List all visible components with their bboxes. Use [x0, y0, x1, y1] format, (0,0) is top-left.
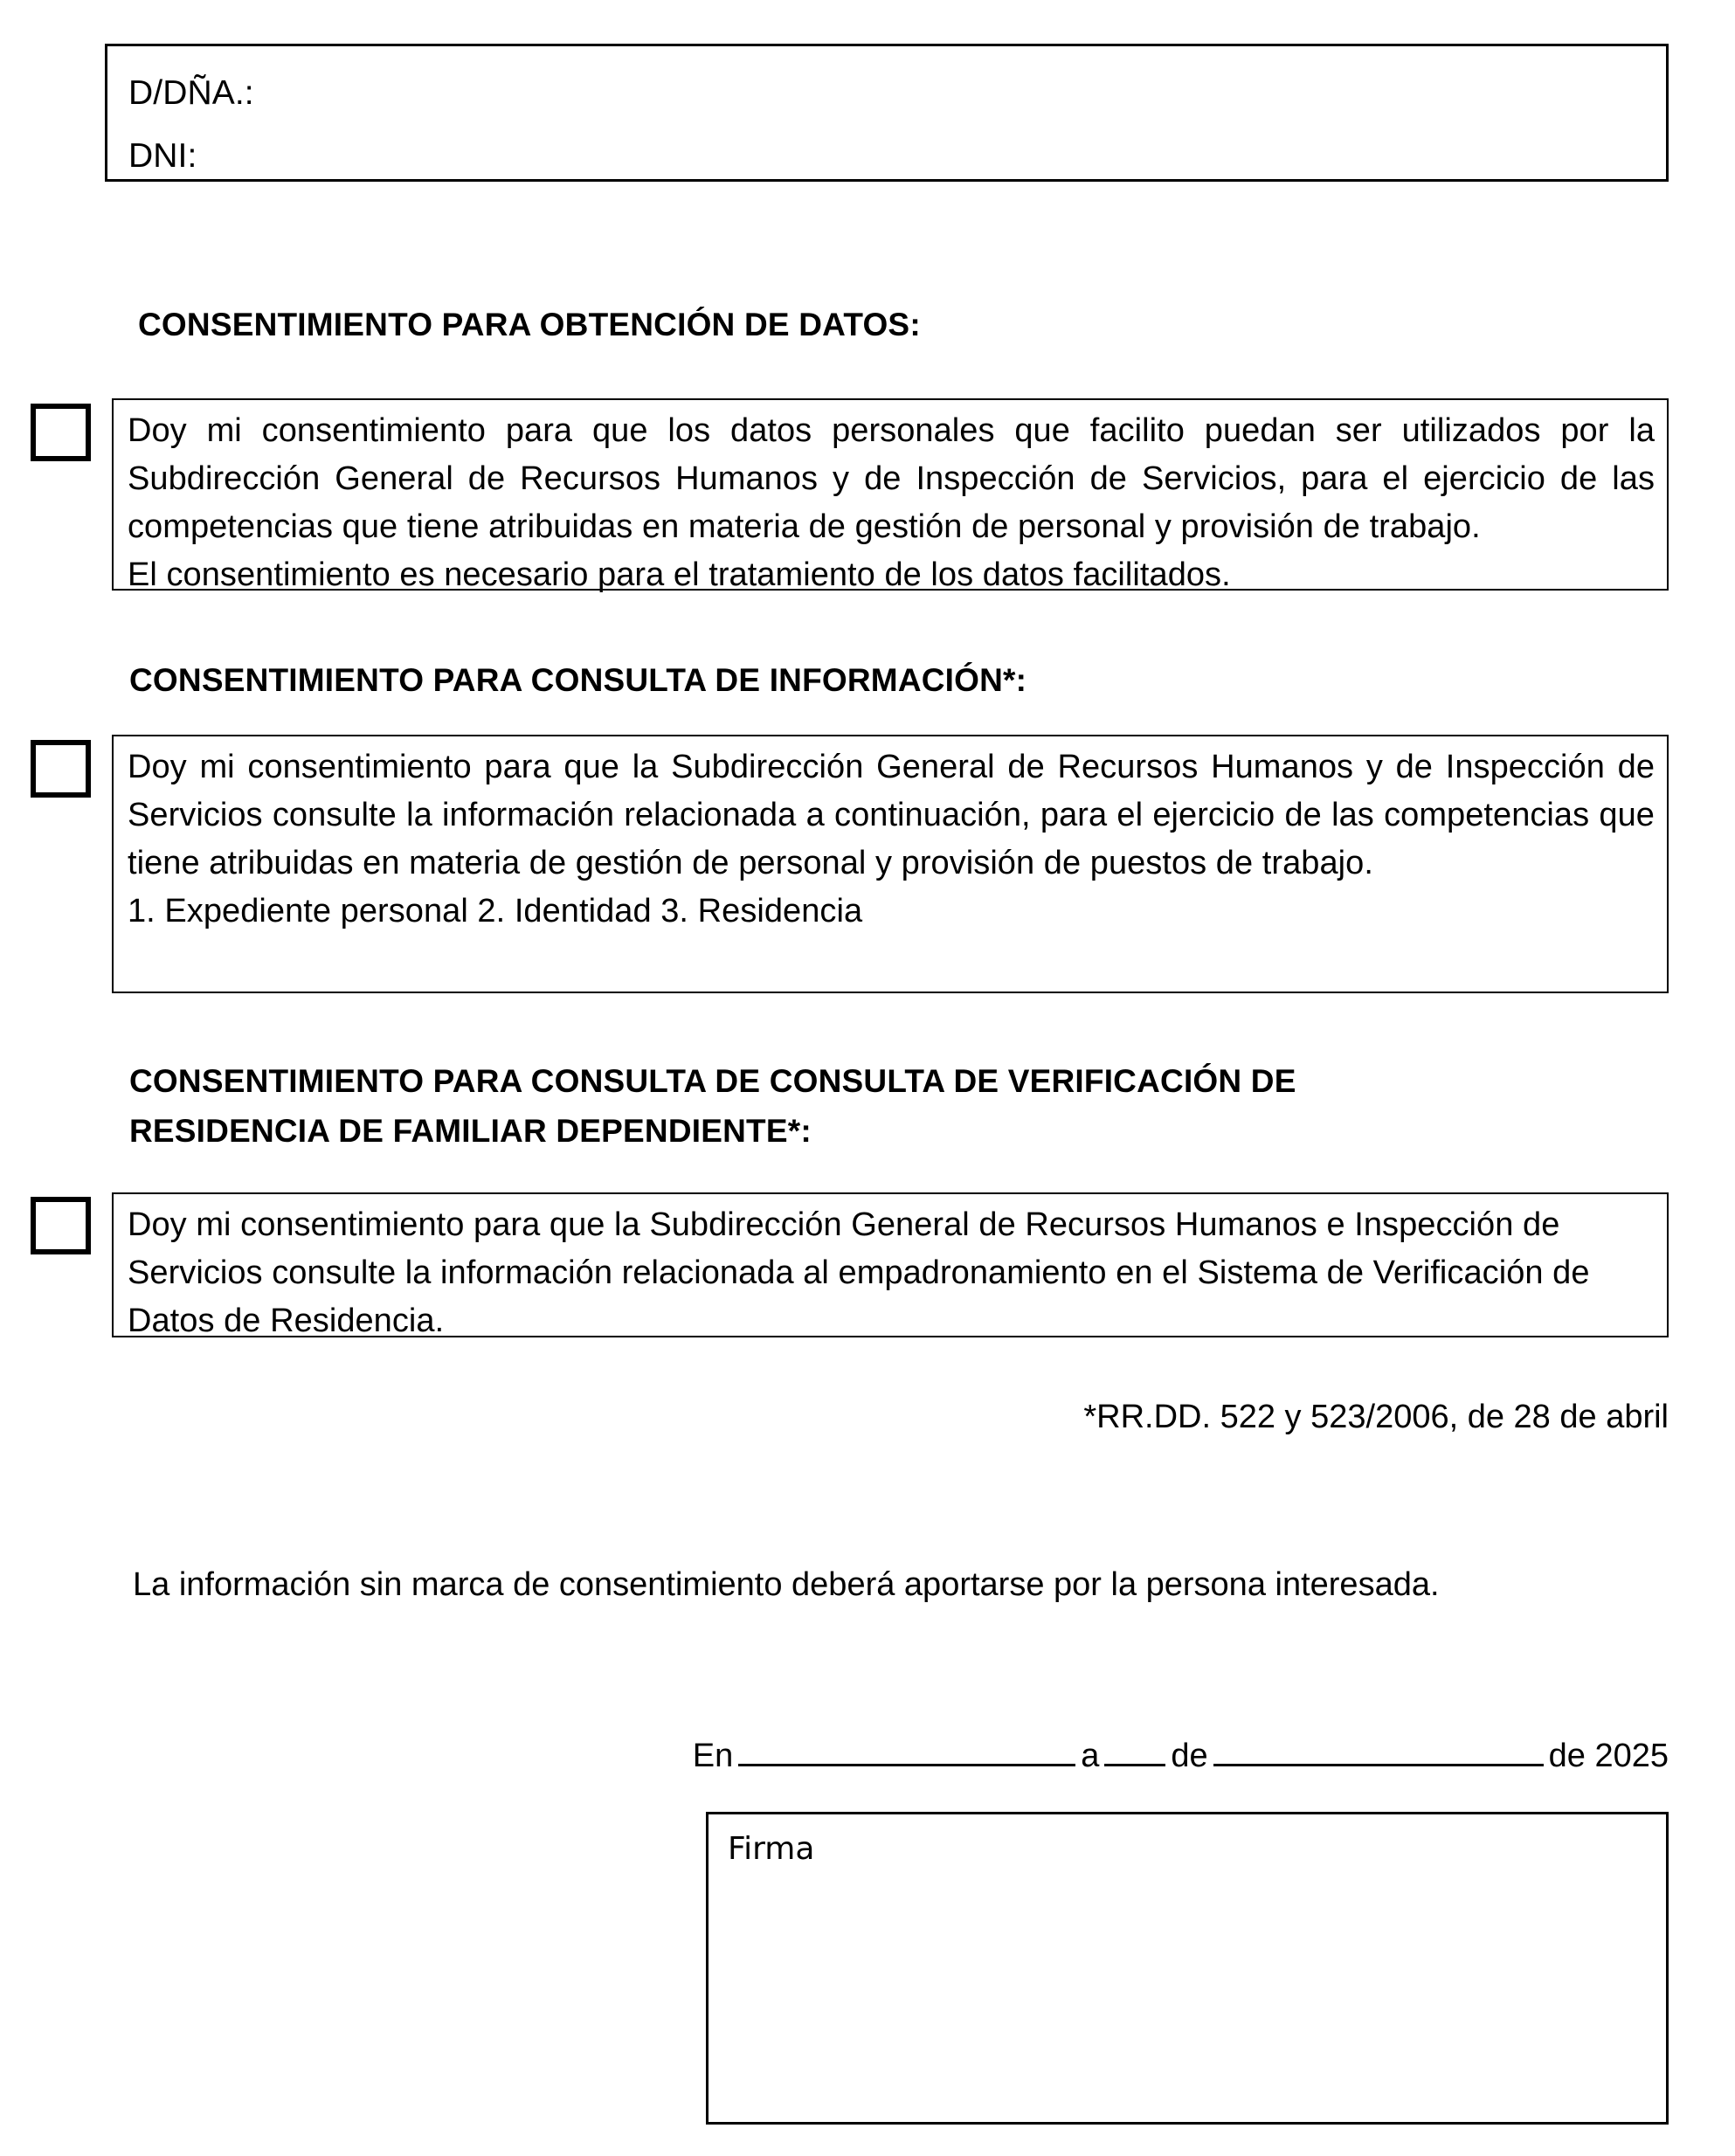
signature-label: Firma — [728, 1831, 815, 1867]
consent-body-verificacion-residencia: Doy mi consentimiento para que la Subdirección General de Recursos Humanos e Inspección de Servicios consulte la información relacionada al empadronamiento en el Sistema de Verificación de Datos de Residencia. — [128, 1206, 1590, 1339]
legal-footnote: *RR.DD. 522 y 523/2006, de 28 de abril — [1083, 1399, 1669, 1435]
day-input[interactable] — [1104, 1725, 1165, 1766]
date-de-label: de — [1171, 1738, 1208, 1774]
consent-text-box-consulta-informacion — [112, 735, 1669, 993]
consent-body-obtencion-datos: Doy mi consentimiento para que los datos personales que facilito puedan ser utilizados por la Subdirección General de Recursos Humanos y de Inspección de Servicios, para el ejercicio de las competencias que tiene atribuidas en materia de gestión de personal y provisión de trabajo. — [128, 412, 1655, 545]
section-heading-verificacion-residencia: CONSENTIMIENTO PARA CONSULTA DE CONSULTA DE VERIFICACIÓN DE RESIDENCIA DE FAMILIAR DEPENDIENTE*: — [129, 1063, 1296, 1149]
section-heading-obtencion-datos: CONSENTIMIENTO PARA OBTENCIÓN DE DATOS: — [138, 307, 921, 342]
name-field-label[interactable]: D/DÑA.: — [128, 74, 254, 112]
place-input[interactable] — [738, 1725, 1075, 1766]
consent-notice-text: La información sin marca de consentimiento deberá aportarse por la persona interesada. — [133, 1566, 1440, 1603]
consent-checkbox-obtencion-datos[interactable] — [31, 404, 91, 461]
month-input[interactable] — [1213, 1725, 1544, 1766]
date-year-label: de 2025 — [1548, 1738, 1669, 1774]
date-a-label: a — [1081, 1738, 1100, 1774]
consent-text-box-verificacion-residencia — [112, 1192, 1669, 1337]
consent-body-consulta-informacion: Doy mi consentimiento para que la Subdirección General de Recursos Humanos y de Inspección de Servicios consulte la información relacionada a continuación, para el ejercicio de las competencias que tiene atribuidas en materia de gestión de personal y provisión de puestos de trabajo. — [128, 749, 1655, 881]
consent-body-extra-obtencion-datos: El consentimiento es necesario para el tratamiento de los datos facilitados. — [128, 556, 1231, 593]
signature-box[interactable] — [706, 1812, 1669, 2125]
consent-checkbox-consulta-informacion[interactable] — [31, 740, 91, 798]
dni-field-label[interactable]: DNI: — [128, 137, 197, 175]
identity-box — [105, 44, 1669, 182]
section-heading-consulta-informacion: CONSENTIMIENTO PARA CONSULTA DE INFORMACIÓN*: — [129, 662, 1027, 698]
consent-body-extra-consulta-informacion: 1. Expediente personal 2. Identidad 3. Residencia — [128, 893, 863, 929]
date-prefix-label: En — [692, 1738, 734, 1774]
consent-checkbox-verificacion-residencia[interactable] — [31, 1197, 91, 1254]
consent-text-box-obtencion-datos — [112, 398, 1669, 591]
date-line — [112, 1725, 1669, 1783]
